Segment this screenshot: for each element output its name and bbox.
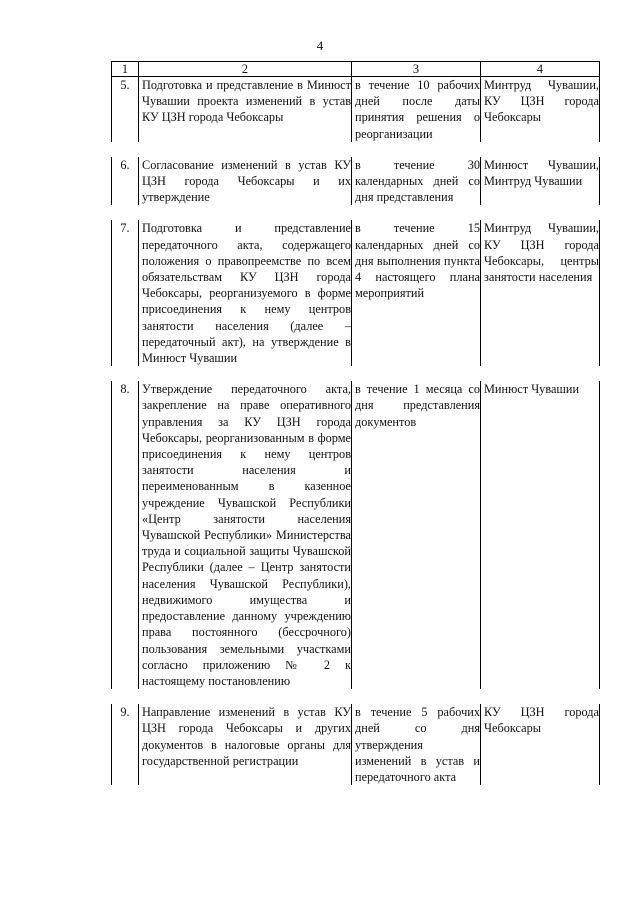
table-header-row (112, 62, 600, 77)
row-responsible: Минтруд Чувашии, КУ ЦЗН города Чебоксары, центры занятости населения (481, 220, 600, 366)
row-responsible: Минюст Чувашии (481, 381, 600, 689)
column-header-4: 4 (481, 62, 600, 77)
row-deadline: в течение 30 календарных дней со дня представления (352, 157, 481, 206)
page-number: 4 (316, 38, 324, 53)
column-header-2: 2 (139, 62, 352, 77)
row-number: 6. (112, 157, 139, 206)
action-plan-table (111, 61, 600, 785)
row-number: 5. (112, 77, 139, 142)
row-responsible: Минюст Чувашии, Минтруд Чувашии (481, 157, 600, 206)
row-deadline: в течение 15 календарных дней со дня выполнения пункта 4 настоящего плана мероприятий (352, 220, 481, 366)
row-action: Направление изменений в устав КУ ЦЗН города Чебоксары и других документов в налоговые органы для государственной регистрации (139, 704, 352, 785)
column-header-1: 1 (112, 62, 139, 77)
row-number: 8. (112, 381, 139, 689)
row-action: Согласование изменений в устав КУ ЦЗН города Чебоксары и их утверждение (139, 157, 352, 206)
table-row (112, 220, 600, 366)
row-action: Подготовка и представление передаточного акта, содержащего положения о правопреемстве по всем обязательствам КУ ЦЗН города Чебоксары, реорганизуемого в форме присоединения к нему центров занятости населения (далее – передаточный акт), на утверждение в Минюст Чувашии (139, 220, 352, 366)
row-action: Подготовка и представление в Минюст Чувашии проекта изменений в устав КУ ЦЗН города Чебоксары (139, 77, 352, 142)
row-responsible: Минтруд Чувашии, КУ ЦЗН города Чебоксары (481, 77, 600, 142)
table-row (112, 77, 600, 142)
table-row (112, 157, 600, 206)
table-row (112, 704, 600, 785)
row-deadline: в течение 10 рабочих дней после даты принятия решения о реорганизации (352, 77, 481, 142)
row-deadline: в течение 5 рабочих дней со дня утверждения изменений в устав и передаточного акта (352, 704, 481, 785)
column-header-3: 3 (352, 62, 481, 77)
row-deadline: в течение 1 месяца со дня представления документов (352, 381, 481, 689)
row-action: Утверждение передаточного акта, закрепление на праве оперативного управления за КУ ЦЗН города Чебоксары, реорганизованным в форме присоединения к нему центров занятости населения и переименованным в казенное учреждение Чувашской Республики «Центр занятости населения Чувашской Республики» Министерства труда и социальной защиты Чувашской Республики (далее – Центр занятости населения Чувашской Республики), недвижимого имущества и предоставление данному учреждению права постоянного (бессрочного) пользования земельными участками согласно приложению № 2 к настоящему постановлению (139, 381, 352, 689)
row-number: 9. (112, 704, 139, 785)
row-responsible: КУ ЦЗН города Чебоксары (481, 704, 600, 785)
row-number: 7. (112, 220, 139, 366)
table-row (112, 381, 600, 689)
